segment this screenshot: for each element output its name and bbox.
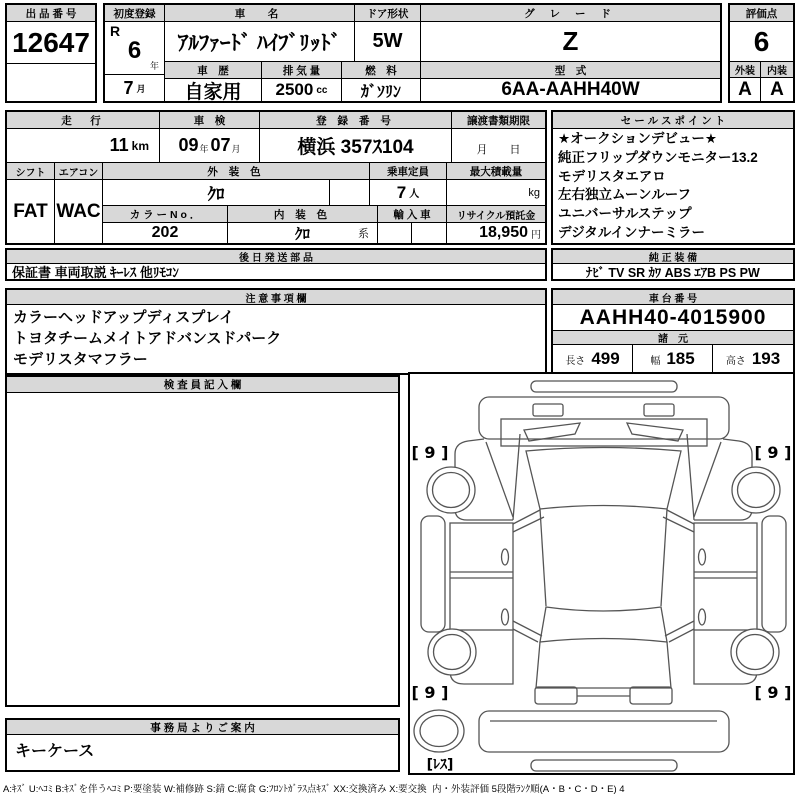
damage-mark-front-left: [ 9 ] — [411, 443, 449, 462]
car-name-value: ｱﾙﾌｧｰﾄﾞ ﾊｲﾌﾞﾘｯﾄﾞ — [165, 22, 355, 62]
later-shipping-box — [5, 248, 547, 281]
front-fender-crease-right — [694, 442, 721, 517]
a-pillar-left — [513, 434, 520, 520]
recycle-deposit-header: リサイクル預託金 — [447, 206, 545, 223]
note-line: カラーヘッドアップディスプレイ — [13, 309, 234, 326]
shift-header: シフト — [7, 163, 55, 180]
displacement-number: 2500 — [275, 80, 314, 99]
inspector-box — [5, 375, 400, 707]
sales-point-line: 左右独立ムーンルーフ — [558, 187, 692, 203]
beltline-left — [450, 572, 513, 578]
sales-point-line: ユニバーサルステップ — [558, 206, 692, 222]
wiper-right — [627, 423, 683, 441]
later-shipping-value: 保証書 車両取説 ｷｰﾚｽ 他ﾘﾓｺﾝ — [12, 265, 179, 279]
spec-width-value: 185 — [666, 349, 695, 368]
import-car-header: 輸 入 車 — [378, 206, 447, 223]
displacement-unit: cc — [316, 84, 328, 96]
mileage-value — [7, 129, 160, 163]
wheel-rear-left — [428, 629, 476, 675]
exterior-grade-value: A — [730, 78, 761, 101]
spec-height-label: 高さ — [725, 355, 746, 367]
cowl-panel — [501, 419, 707, 446]
rear-glass — [540, 607, 667, 642]
door-handle-front-right — [699, 549, 706, 565]
spec-width-label: 幅 — [650, 355, 661, 367]
interior-color-value — [228, 223, 378, 243]
import-car-cell-2 — [412, 223, 447, 243]
wheel-front-right — [732, 467, 780, 513]
max-load-value: kg — [447, 180, 545, 206]
notes-header: 注 意 事 項 欄 — [7, 290, 545, 305]
beltline-right — [694, 572, 757, 578]
displacement-header: 排 気 量 — [262, 62, 342, 79]
recycle-deposit-number: 18,950 — [479, 224, 528, 241]
inspection-value — [160, 129, 260, 163]
spec-height-value: 193 — [751, 349, 781, 368]
hood-vent-right — [644, 404, 674, 416]
reg-number-value: 横浜 357ｽ104 — [260, 129, 452, 163]
interior-grade-header: 内装 — [761, 62, 793, 78]
chassis-box — [551, 288, 795, 375]
transfer-deadline-header: 譲渡書類期限 — [452, 112, 545, 129]
inspection-month: 07 — [210, 135, 231, 155]
pillar-strip-front-left — [513, 510, 544, 532]
car-diagram-box — [408, 372, 795, 775]
exterior-grade-header: 外装 — [730, 62, 761, 78]
hood — [479, 397, 729, 439]
tailgate — [536, 642, 671, 688]
score-header: 評価点 — [730, 5, 793, 22]
first-reg-value — [105, 22, 165, 75]
interior-color-name: ｸﾛ — [294, 225, 310, 243]
windshield — [526, 448, 681, 510]
recycle-deposit-unit: 円 — [531, 229, 541, 241]
fuel-value: ｶﾞｿﾘﾝ — [342, 79, 421, 101]
legend-text: A:ｷｽﾞ U:ﾍｺﾐ B:ｷｽﾞを伴うﾍｺﾐ P:要塗装 W:補修跡 S:錆 C:腐食 G:ﾌﾛﾝﾄｶﾞﾗｽ点ｷｽﾞ XX:交換済み X:要交換 内・外装評価 5段階ﾗﾝｸ順(A・B・C・D・E) 4 — [3, 784, 625, 795]
model-code-header: 型 式 — [421, 62, 720, 79]
roof-side-right — [661, 509, 667, 606]
hood-vent-left — [533, 404, 563, 416]
fuel-header: 燃 料 — [342, 62, 421, 79]
inspection-header: 車 検 — [160, 112, 260, 129]
door-panel-left — [450, 523, 513, 630]
score-box — [728, 3, 795, 103]
side-sill-right — [762, 516, 786, 632]
damage-mark-rear-left: [ 9 ] — [411, 683, 449, 702]
interior-color-suffix: 系 — [358, 228, 369, 240]
first-reg-era: R — [110, 23, 121, 39]
later-shipping-header: 後 日 発 送 部 品 — [7, 250, 545, 264]
sales-points-header: セ ー ル ス ポ イ ン ト — [553, 112, 793, 129]
door-handle-rear-right — [699, 609, 706, 625]
genuine-equipment-header: 純 正 装 備 — [553, 250, 793, 264]
spec-length-label: 長さ — [565, 355, 586, 367]
spec-width-cell — [633, 345, 713, 373]
sales-point-line: デジタルインナーミラー — [558, 224, 706, 240]
office-notice-header: 事 務 局 よ り ご 案 内 — [7, 720, 398, 735]
color-no-header: カ ラ ー N o ． — [103, 206, 228, 223]
sales-points-box — [551, 110, 795, 245]
damage-mark-rear-right: [ 9 ] — [754, 683, 792, 702]
inspection-year: 09 — [178, 135, 199, 155]
history-value: 自家用 — [165, 79, 262, 101]
sales-point-line: 純正フリップダウンモニター13.2 — [558, 149, 758, 165]
pillar-strip-rear-left — [513, 621, 542, 642]
a-pillar-right — [687, 434, 694, 520]
aircon-value: WAC — [55, 180, 103, 243]
first-reg-year-unit: 年 — [149, 61, 159, 71]
spare-tire — [414, 710, 464, 752]
spare-tire-label: [ﾚｽ] — [426, 757, 454, 773]
note-line: モデリスタマフラー — [13, 351, 148, 368]
capacity-value — [370, 180, 447, 206]
spec-length-value: 499 — [591, 349, 620, 368]
wheel-front-left — [427, 467, 475, 513]
mileage-number: 11 — [109, 135, 129, 155]
first-reg-month-cell — [105, 75, 165, 101]
spec-height-cell — [713, 345, 793, 373]
notes-list — [7, 305, 545, 373]
damage-mark-front-right: [ 9 ] — [754, 443, 792, 462]
chassis-number-value: AAHH40-4015900 — [553, 305, 793, 331]
office-notice-value: キーケース — [15, 743, 95, 760]
wiper-left — [524, 423, 580, 441]
capacity-number: 7 — [396, 182, 407, 202]
mileage-header: 走 行 — [7, 112, 160, 129]
lot-number-box — [5, 3, 97, 103]
genuine-equipment-box — [551, 248, 795, 281]
model-code-value: 6AA-AAHH40W — [501, 79, 640, 100]
sales-point-line: モデリスタエアロ — [558, 168, 666, 184]
front-bumper — [531, 381, 677, 392]
sales-points-list — [553, 129, 793, 243]
reg-number-header: 登 録 番 号 — [260, 112, 452, 129]
specs-header: 諸 元 — [553, 331, 793, 345]
spec-length-cell — [553, 345, 633, 373]
pillar-strip-front-right — [663, 510, 694, 532]
first-reg-year: 6 — [127, 37, 142, 64]
note-line: トヨタチームメイトアドバンスドパーク — [13, 330, 282, 347]
tail-light-left — [535, 687, 577, 704]
car-name-header: 車 名 — [165, 5, 355, 22]
rear-lower-bar — [531, 760, 677, 771]
door-shape-header: ドア形状 — [355, 5, 421, 22]
main-top-box — [103, 3, 722, 103]
inspector-empty-area — [7, 393, 398, 705]
mileage-unit: km — [131, 138, 149, 153]
front-fender-crease-left — [486, 442, 513, 517]
wheel-rear-right — [731, 629, 779, 675]
aircon-header: エアコン — [55, 163, 103, 180]
sales-point-line: ★オークションデビュー★ — [558, 131, 717, 146]
import-car-cell-1 — [378, 223, 412, 243]
door-panel-right — [694, 523, 757, 630]
door-handle-front-left — [502, 549, 509, 565]
interior-color-header: 内 装 色 — [228, 206, 378, 223]
door-handle-rear-left — [502, 609, 509, 625]
max-load-header: 最大積載量 — [447, 163, 545, 180]
lot-number-header: 出 品 番 号 — [7, 5, 95, 22]
exterior-color-sub-cell — [330, 180, 370, 206]
shift-value: FAT — [7, 180, 55, 243]
pillar-strip-rear-right — [665, 621, 694, 642]
capacity-unit: 人 — [409, 189, 420, 200]
score-value: 6 — [730, 22, 793, 62]
door-shape-value: 5W — [355, 22, 421, 62]
first-reg-month-unit: 月 — [136, 83, 146, 94]
side-sill-left — [421, 516, 445, 632]
main-middle-box — [5, 110, 547, 245]
inspection-year-unit: 年 — [199, 144, 209, 154]
inspector-header: 検 査 員 記 入 欄 — [7, 377, 398, 393]
office-notice-box — [5, 718, 400, 772]
history-header: 車 歴 — [165, 62, 262, 79]
roof-side-left — [540, 509, 546, 606]
lot-number-value: 12647 — [7, 22, 95, 64]
exterior-color-value: ｸﾛ — [103, 180, 330, 206]
first-reg-month: 7 — [123, 77, 134, 98]
color-no-value: 202 — [103, 223, 228, 243]
transfer-deadline-value: 月 日 — [452, 129, 545, 163]
tail-light-right — [630, 687, 672, 704]
grade-value: Z — [421, 22, 720, 62]
exterior-color-header: 外 装 色 — [103, 163, 370, 180]
notes-box — [5, 288, 547, 375]
grade-header: グ レ ー ド — [421, 5, 720, 22]
recycle-deposit-value — [447, 223, 545, 243]
rear-bumper — [479, 711, 729, 752]
inspection-month-unit: 月 — [231, 144, 241, 154]
capacity-header: 乗車定員 — [370, 163, 447, 180]
chassis-number-header: 車 台 番 号 — [553, 290, 793, 305]
genuine-equipment-value: ﾅﾋﾞ TV SR ｶﾜ ABS ｴｱB PS PW — [586, 265, 760, 279]
first-reg-header: 初度登録 — [105, 5, 165, 22]
car-diagram — [410, 374, 793, 773]
lot-number-empty — [7, 64, 95, 101]
interior-grade-value: A — [770, 78, 784, 100]
displacement-value — [262, 79, 342, 101]
